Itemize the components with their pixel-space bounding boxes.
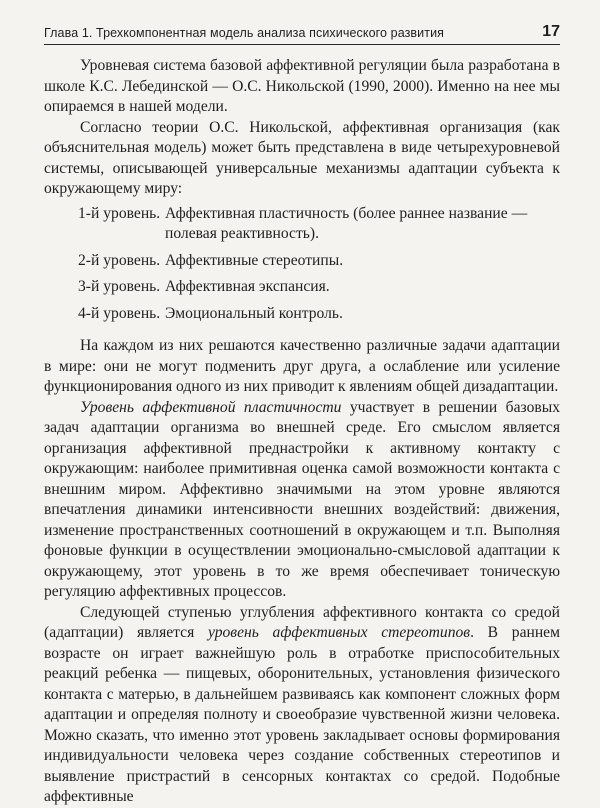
paragraph-5 [44, 603, 560, 808]
level-description: Аффективная пластичность (более раннее название — полевая реактивность). [165, 204, 528, 242]
level-description: Аффективные стереотипы. [165, 251, 344, 269]
level-name: 4-й уровень. [78, 304, 161, 322]
level-description: Эмоциональный контроль. [165, 304, 343, 322]
paragraph-3: На каждом из них решаются качественно различные задачи адаптации в мире: они не могут подменить друг друга, а ослабление или усиление функционирования одного из них приводит к явлениям общей дизадаптации. [44, 337, 560, 395]
level-description: Аффективная экспансия. [165, 278, 330, 295]
levels-list [44, 204, 560, 325]
paragraph-5-text: . В раннем возрасте он играет важнейшую роль в отработке приспособительных реакций ребенка — пищевых, оборонительных, установления физического контакта с матерью, в дальнейшем развиваясь как компонент сложных форм адаптации и определяя полноту и своеобразие чувственной жизни человека. Можно сказать, что именно этот уровень закладывает основы формирования индивидуальности человека через создание собственных стереотипов и выявление пристрастий в сенсорных контактах со средой. Подобные аффективные [44, 624, 560, 805]
term-affective-plasticity: Уровень аффективной пластичности [80, 398, 342, 416]
list-item [78, 204, 560, 245]
paragraph-4 [44, 398, 560, 603]
body-text [44, 56, 560, 808]
running-head [44, 16, 560, 45]
level-name: 1-й уровень. [78, 204, 161, 222]
paragraph-1: Уровневая система базовой аффективной регуляции была разработана в школе К.С. Лебединской — О.С. Никольской (1990, 2000). Именно на нее мы опираемся в нашей модели. [44, 57, 560, 115]
list-item [78, 277, 560, 298]
page-number: 17 [542, 23, 560, 40]
paragraph-4-text: участвует в решении базовых задач адаптации организма во внешней среде. Его смыслом является организация аффективной преднастройки к активному контакту с окружающим: наиболее примитивная оценка самой возможности контакта с внешним миром. Аффективно значимыми на этом уровне являются впечатления динамики интенсивности внешних воздействий: движения, изменение пространственных соотношений в окружающем и т.п. Выполняя фоновые функции в осуществлении эмоционально-смысловой адаптации к окружающему, этот уровень в то же время обеспечивает тоническую регуляцию аффективных процессов. [44, 398, 560, 600]
level-name: 3-й уровень. [78, 278, 161, 295]
paragraph-5-start: Следующей ступенью углубления аффективного контакта со средой (адаптации) является [44, 603, 560, 641]
list-item [78, 304, 560, 325]
level-name: 2-й уровень. [78, 251, 161, 269]
term-affective-stereotypes: уровень аффективных стереотипов [207, 624, 471, 641]
chapter-title: Глава 1. Трехкомпонентная модель анализа психического развития [44, 26, 445, 40]
list-item [78, 251, 560, 272]
paragraph-2: Согласно теории О.С. Никольской, аффективная организация (как объяснительная модель) может быть представлена в виде четырехуровневой системы, описывающей универсальные механизмы адаптации субъекта к окружающему миру: [44, 118, 560, 197]
